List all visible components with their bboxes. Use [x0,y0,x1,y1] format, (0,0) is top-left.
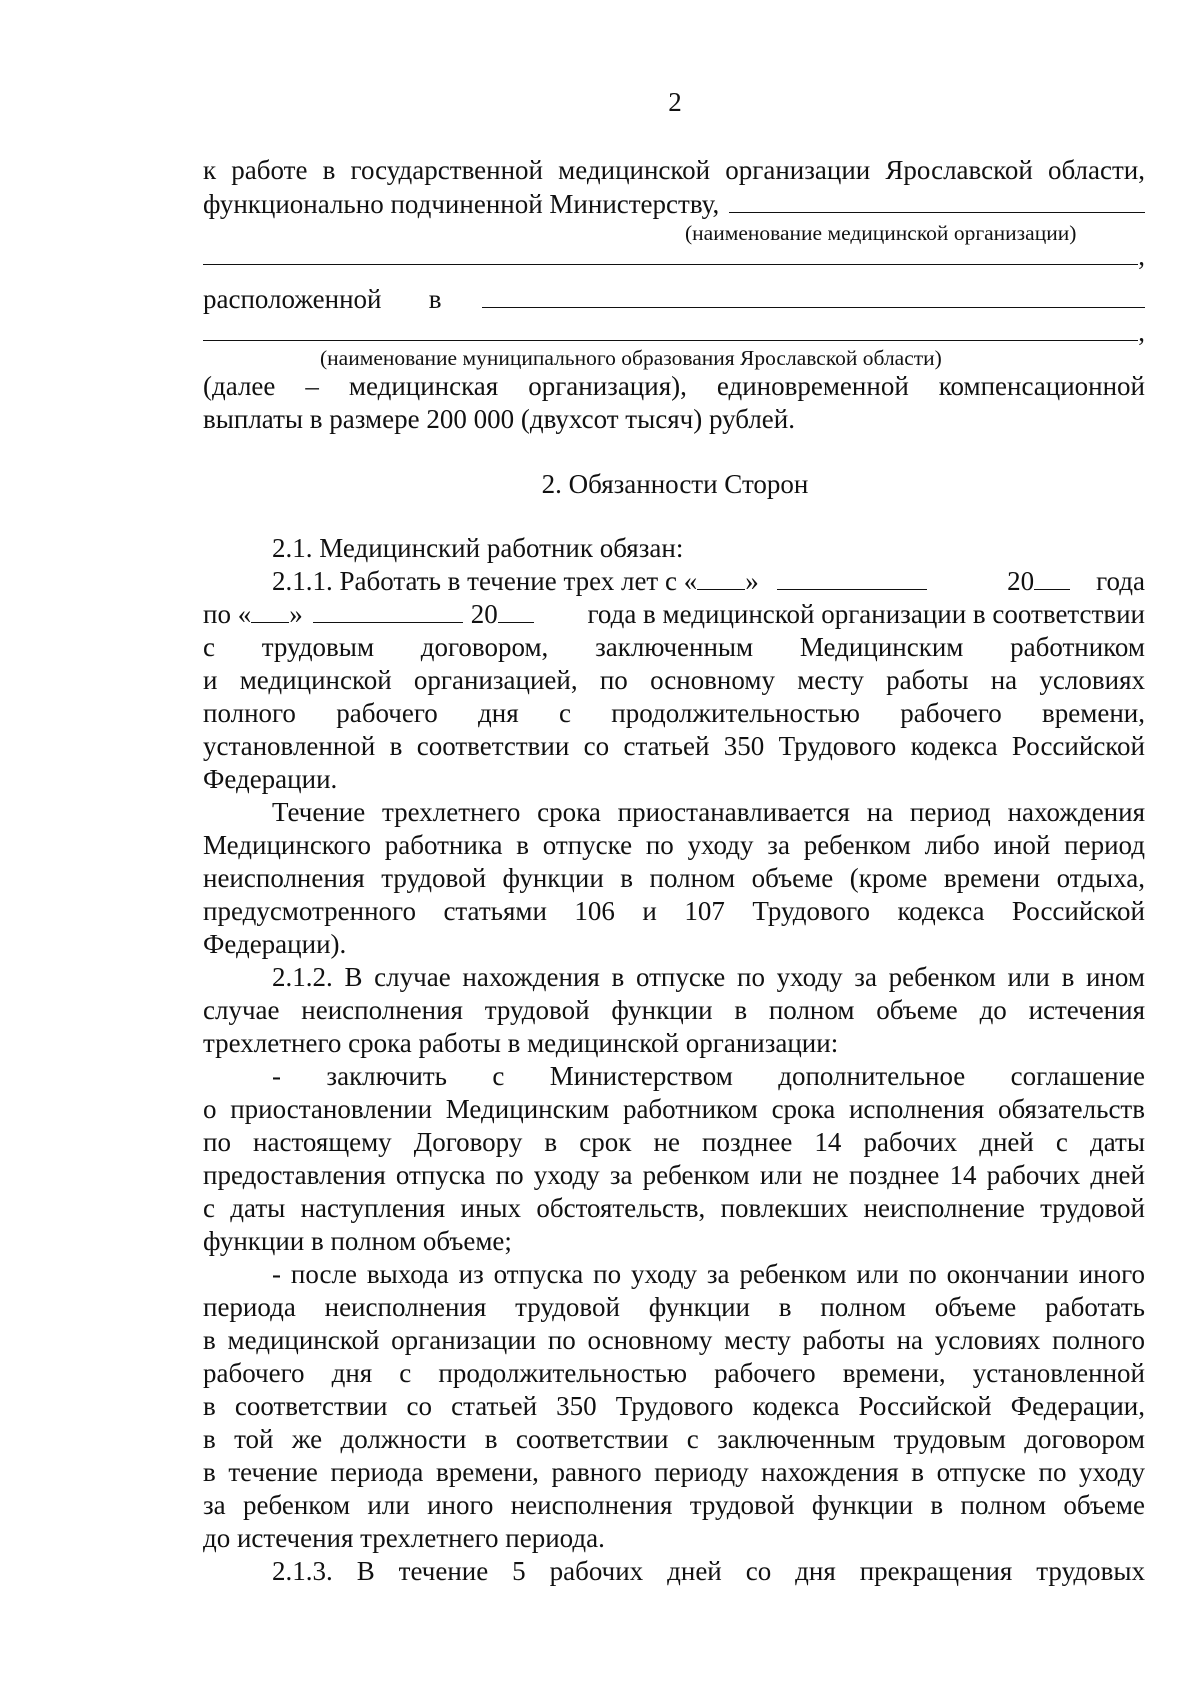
blank-year [498,598,534,623]
text-line: до истечения трехлетнего периода. [203,1523,605,1553]
text-fragment: » [745,566,759,596]
text-fragment: » [289,599,303,629]
caption-organization: (наименование медицинской организации) [685,221,1077,245]
text-line: полного рабочего дня с продолжительностью рабочего времени, [203,698,1145,728]
blank-field-location [482,283,1146,308]
text-line-date-from [272,565,1145,598]
text-line: 2.1. Медицинский работник обязан: [272,533,684,563]
text-fragment: года [1096,566,1145,596]
text-fragment: , [1138,241,1145,271]
blank-field-organization-cont [203,240,1138,265]
text-line: в соответствии со статьей 350 Трудового кодекса Российской Федерации, [203,1391,1145,1421]
blank-day [697,565,745,590]
text-line-date-to [203,598,1145,631]
page-number: 2 [668,87,682,117]
text-line: и медицинской организацией, по основному месту работы на условиях [203,665,1145,695]
text-line: Федерации). [203,929,347,959]
text-line-org [203,188,1145,221]
text-fragment: 2.1.1. Работать в течение трех лет с « [272,566,698,596]
text-line: с даты наступления иных обстоятельств, повлекших неисполнение трудовой [203,1193,1145,1223]
text-line: Медицинского работника в отпуске по уходу за ребенком либо иной период [203,830,1145,860]
text-line: за ребенком или иного неисполнения трудовой функции в полном объеме [203,1490,1145,1520]
section-title: 2. Обязанности Сторон [541,469,809,499]
blank-month [777,565,927,590]
text-line: - после выхода из отпуска по уходу за ребенком или по окончании иного [272,1259,1145,1289]
text-line-location [203,283,1145,316]
text-line: в медицинской организации по основному месту работы на условиях полного [203,1325,1145,1355]
text-fragment: функционально подчиненной Министерству, [203,189,720,219]
text-line-blank [203,240,1145,273]
text-line: с трудовым договором, заключенным Медицинским работником [203,632,1145,662]
text-line: предоставления отпуска по уходу за ребенком или не позднее 14 рабочих дней [203,1160,1145,1190]
text-line: 2.1.2. В случае нахождения в отпуске по уходу за ребенком или в ином [272,962,1145,992]
text-line: Федерации. [203,764,338,794]
text-fragment: , [1138,317,1145,347]
text-line: неисполнения трудовой функции в полном объеме (кроме времени отдыха, [203,863,1145,893]
text-line: (далее – медицинская организация), единовременной компенсационной [203,371,1145,401]
text-fragment: 20 [1007,566,1035,596]
text-line: в той же должности в соответствии с заключенным трудовым договором [203,1424,1145,1454]
text-line: периода неисполнения трудовой функции в полном объеме работать [203,1292,1145,1322]
text-line: к работе в государственной медицинской организации Ярославской области, [203,155,1145,185]
text-fragment: расположенной в [203,284,442,314]
blank-month [313,598,463,623]
text-line: трехлетнего срока работы в медицинской организации: [203,1028,839,1058]
text-line: в течение периода времени, равного периоду нахождения в отпуске по уходу [203,1457,1145,1487]
text-fragment: 20 [470,599,498,629]
text-line: функции в полном объеме; [203,1226,512,1256]
text-line: Течение трехлетнего срока приостанавливается на период нахождения [272,797,1145,827]
text-line: 2.1.3. В течение 5 рабочих дней со дня прекращения трудовых [272,1556,1145,1586]
blank-field-location-cont [203,316,1138,341]
blank-year [1034,565,1070,590]
text-fragment: года в медицинской организации в соответствии [587,599,1145,629]
text-fragment: по « [203,599,252,629]
blank-day [251,598,289,623]
text-line: по настоящему Договору в срок не позднее 14 рабочих дней с даты [203,1127,1145,1157]
text-line: предусмотренного статьями 106 и 107 Трудового кодекса Российской [203,896,1145,926]
text-line: рабочего дня с продолжительностью рабочего времени, установленной [203,1358,1145,1388]
text-line: о приостановлении Медицинским работником срока исполнения обязательств [203,1094,1145,1124]
text-line: - заключить с Министерством дополнительное соглашение [272,1061,1145,1091]
blank-field-organization [729,188,1145,213]
caption-municipality: (наименование муниципального образования Ярославской области) [320,346,942,370]
text-line: случае неисполнения трудовой функции в полном объеме до истечения [203,995,1145,1025]
text-line: выплаты в размере 200 000 (двухсот тысяч) рублей. [203,404,795,434]
text-line: установленной в соответствии со статьей 350 Трудового кодекса Российской [203,731,1145,761]
